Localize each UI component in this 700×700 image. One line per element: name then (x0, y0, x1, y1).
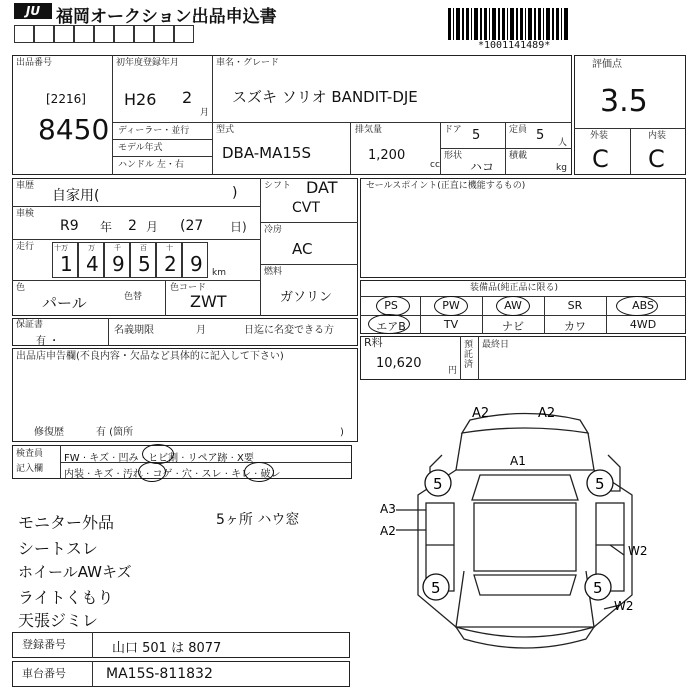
warranty-value: 有 ・ (36, 336, 60, 347)
capacity-unit: 人 (558, 138, 568, 148)
tire-value: 5 (431, 579, 441, 597)
mileage-digit: 9 (190, 252, 203, 276)
equipment-label: 装備品(純正品に限る) (470, 283, 559, 293)
equipment-abs: ABS (632, 299, 654, 312)
inspection-day-unit: 日) (230, 220, 247, 234)
shape-label: 形状 (444, 151, 463, 161)
model-year-label: モデル年式 (118, 143, 163, 153)
inspector-item: 破レ (260, 469, 281, 480)
tire-value: 5 (593, 579, 603, 597)
exterior-label: 外装 (590, 131, 609, 141)
door-value: 5 (472, 128, 481, 143)
inspector-label: 検査員 (16, 449, 44, 459)
fuel-label: 燃料 (264, 267, 283, 277)
equipment-circle (368, 314, 410, 334)
inspector-item: キズ (89, 453, 109, 464)
equipment-navi: ナビ (502, 320, 524, 333)
chassis-value: MA15S-811832 (106, 666, 213, 682)
displacement-label: 排気量 (355, 125, 383, 135)
usage-close: ) (232, 185, 238, 201)
mileage-digit: 9 (112, 252, 125, 276)
damage-mark: A3 (380, 502, 396, 516)
seller-notes-label: 出品店申告欄(不良内容・欠品など具体的に記入して下さい) (16, 351, 284, 362)
recycle-unit: 円 (448, 366, 458, 376)
equipment-pw: PW (442, 299, 460, 312)
diagram-lead-line (610, 545, 624, 555)
logo (14, 3, 52, 19)
repair-label: 修復歴 (34, 427, 64, 438)
equipment-airbag: エアB (376, 320, 406, 333)
name-change-note: 日迄に名変できる方 (244, 325, 334, 336)
shift-sub: CVT (292, 200, 320, 216)
capacity-label: 定員 (509, 125, 528, 135)
barcode-number: *1001141489* (478, 40, 551, 51)
car-diagram (360, 395, 690, 695)
damage-mark: A2 (538, 406, 556, 421)
tire-value: 5 (433, 475, 443, 493)
mileage-digit: 4 (86, 252, 99, 276)
plate-label: 登録番号 (22, 638, 66, 651)
expiry-month-unit: 月 (196, 325, 206, 336)
inspection-year-unit: 年 (100, 220, 113, 234)
mileage-digit-label: 百 (140, 244, 147, 252)
displacement-unit: cc (430, 160, 440, 170)
diagram-roof (474, 503, 576, 571)
registration-era: H26 (124, 90, 157, 109)
handwritten-note: ライトくもり (18, 588, 114, 607)
equipment-circle (434, 296, 468, 316)
inspector-label: 記入欄 (16, 464, 44, 474)
inspector-item: スレ (201, 469, 222, 480)
barcode (448, 8, 570, 40)
form-title: 福岡オークション出品申込書 (56, 7, 277, 27)
interior-label: 内装 (648, 131, 667, 141)
car-type-label: 型式 (216, 125, 235, 135)
tire-value: 5 (595, 475, 605, 493)
equipment-tv: TV (443, 318, 459, 331)
damage-mark: A1 (510, 454, 526, 468)
inspector-circle (244, 462, 274, 482)
registration-month: 2 (182, 88, 193, 107)
handwritten-note: モニター外品 (18, 513, 115, 532)
sales-point-frame (360, 178, 686, 278)
repair-value: 有 (箇所 (96, 427, 134, 438)
mileage-digit: 2 (164, 252, 177, 276)
inspection-era: R9 (60, 218, 79, 234)
shape-value: ハコ (470, 160, 495, 174)
equipment-ps: PS (384, 299, 398, 312)
shift-value: DAT (306, 178, 338, 197)
inspection-month-unit: 月 (146, 220, 159, 234)
equipment-circle (496, 296, 530, 316)
mileage-unit: km (212, 268, 226, 278)
usage-value: 自家用( (52, 188, 100, 204)
damage-mark: A2 (380, 524, 396, 538)
color-value: パール (42, 294, 87, 312)
inspector-item: キズ (93, 469, 114, 480)
chassis-label: 車台番号 (22, 667, 66, 680)
inspector-item: 穴 (182, 469, 192, 480)
recycle-deposit-label: 預託済 (464, 340, 474, 370)
inspection-day: (27 (180, 218, 204, 234)
color-code: ZWT (190, 292, 227, 311)
sales-point-label: セールスポイント(正直に機能するもの) (366, 181, 526, 191)
car-name-label: 車名・グレード (216, 58, 280, 68)
inspection-label: 車検 (16, 209, 35, 219)
inspector-item: FW (64, 453, 80, 464)
inspector-item: キレ (231, 469, 251, 480)
fuel-value: ガソリン (280, 290, 333, 305)
lot-number: 8450 (38, 113, 110, 146)
color-label: 色 (16, 283, 26, 293)
inspector-item: リペア跡 (187, 453, 228, 464)
diagram-rear-body (456, 571, 594, 627)
mileage-digit-label: 十万 (54, 244, 68, 252)
load-label: 積載 (509, 151, 528, 161)
diagram-rear-bumper (456, 627, 594, 648)
equipment-aw: AW (504, 299, 522, 312)
inspector-item: X要 (237, 453, 254, 464)
inspector-row1: FW · キズ · 凹み · ヒビ割 · リペア跡 · X要 (64, 453, 254, 464)
damage-mark: W2 (628, 544, 648, 558)
handle-label: ハンドル 左・右 (118, 160, 184, 170)
usage-label: 車歴 (16, 181, 35, 191)
color-code-label: 色コード (170, 283, 207, 293)
interior-grade: C (648, 145, 665, 173)
mileage-digit-label: 千 (114, 244, 121, 252)
damage-mark: A2 (472, 406, 490, 421)
inspector-circle (142, 444, 174, 464)
repair-close: ) (340, 427, 344, 438)
dealer-label: ディーラー・並行 (118, 126, 190, 136)
recycle-label: R料 (364, 336, 383, 349)
rating-label: 評価点 (592, 59, 622, 70)
handwritten-note: シートスレ (18, 539, 98, 558)
inspector-circle (138, 462, 166, 482)
registration-month-unit: 月 (200, 108, 210, 118)
mileage-label: 走行 (16, 242, 35, 252)
mileage-digit-label: 十 (166, 244, 173, 252)
mileage-digit: 1 (60, 252, 73, 276)
equipment-sr: SR (567, 299, 583, 312)
load-unit: kg (556, 163, 567, 173)
registration-label: 初年度登録年月 (116, 58, 180, 68)
handwritten-side-note: 5ヶ所 ハウ窓 (216, 512, 300, 528)
diagram-windshield (472, 475, 578, 500)
handwritten-note: ホイールAWキズ (18, 563, 132, 581)
logo-text: JU (25, 4, 41, 18)
inspector-item: ヒビ割 (148, 453, 179, 464)
recycle-value: 10,620 (376, 356, 422, 371)
equipment-circle (376, 296, 410, 316)
handwritten-note: 天張ジミレ (18, 611, 99, 630)
plate-value: 山口 501 は 8077 (112, 641, 222, 656)
color-change-label: 色替 (124, 292, 143, 302)
inspection-month: 2 (128, 218, 137, 234)
ac-label: 冷房 (264, 225, 283, 235)
mileage-digit-label: 万 (88, 244, 95, 252)
ac-value: AC (292, 240, 313, 258)
mileage-digit: 5 (138, 252, 151, 276)
warranty-label: 保証書 (16, 320, 44, 330)
equipment-circle (616, 296, 658, 316)
door-label: ドア (444, 125, 462, 135)
displacement-value: 1,200 (368, 148, 406, 163)
equipment-4wd: 4WD (629, 318, 657, 331)
inspector-item: 凹み (118, 453, 139, 464)
recycle-last-label: 最終日 (482, 340, 510, 350)
inspector-item: コゲ (152, 469, 173, 480)
rating-score: 3.5 (600, 84, 648, 119)
capacity-value: 5 (536, 128, 545, 143)
car-type: DBA-MA15S (222, 144, 311, 162)
diagram-rear-glass (474, 575, 576, 595)
car-name: スズキ ソリオ BANDIT-DJE (232, 88, 418, 106)
equipment-leather: カワ (564, 320, 586, 333)
damage-mark: W2 (614, 599, 634, 613)
lot-code: [2216] (46, 92, 86, 106)
lot-label: 出品番号 (16, 58, 53, 68)
shift-label: シフト (264, 181, 292, 191)
inspector-row2: 内装 · キズ · 汚れ · コゲ · 穴 · スレ · キレ · 破レ (64, 469, 281, 480)
inspector-item: 汚れ (122, 469, 143, 480)
inspector-item: 内装 (64, 469, 84, 480)
expiry-label: 名義期限 (114, 325, 154, 336)
exterior-grade: C (592, 145, 609, 173)
